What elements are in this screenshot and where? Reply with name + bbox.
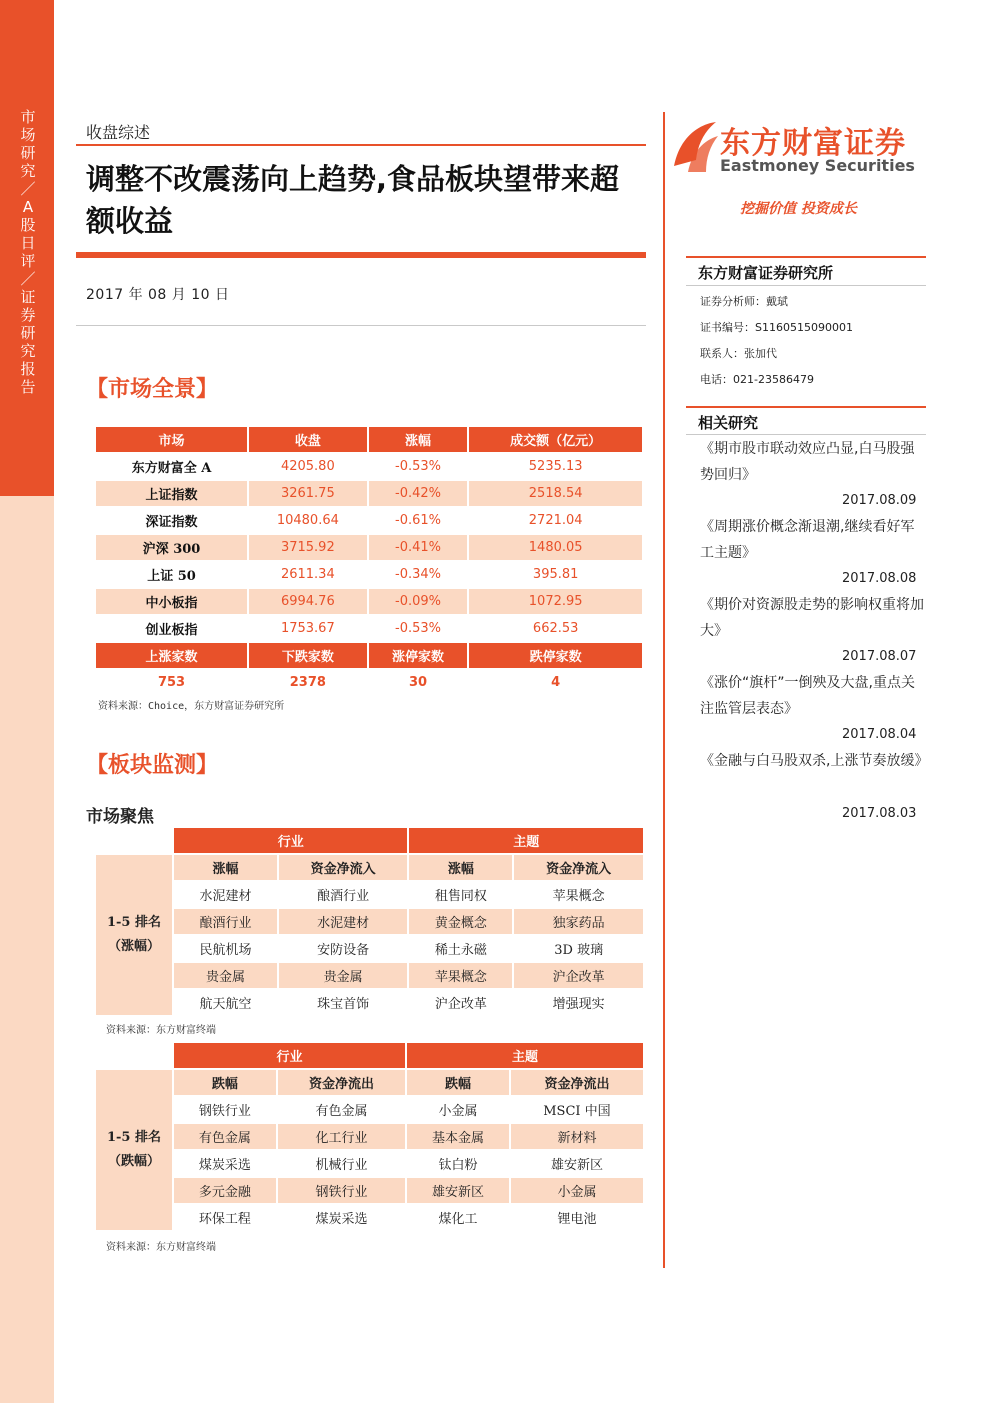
- logo-text-cn: 东方财富证券: [720, 126, 906, 161]
- sub-header: 跌幅: [407, 1070, 509, 1095]
- related-item-title[interactable]: 《涨价“旗杆”一倒殃及大盘,重点关注监管层表态》: [700, 675, 915, 717]
- table-row: [96, 535, 642, 560]
- cell: 水泥建材: [174, 882, 277, 907]
- volume-value: 1480.05: [469, 535, 642, 560]
- cell: 航天航空: [174, 990, 277, 1015]
- cell: 增强现实: [514, 990, 643, 1015]
- related-rule: [686, 406, 926, 408]
- sector-heading: 【板块监测】: [86, 752, 219, 778]
- stat-label: 下跌家数: [249, 643, 367, 668]
- col-header: 市场: [96, 427, 247, 452]
- group-header-row: [96, 828, 643, 853]
- cell: 黄金概念: [409, 909, 512, 934]
- cell: 苹果概念: [514, 882, 643, 907]
- page-title: 调整不改震荡向上趋势,食品板块望带来超额收益: [86, 162, 620, 238]
- table-row: [96, 481, 642, 506]
- table-row: [96, 909, 643, 934]
- cell: 水泥建材: [279, 909, 408, 934]
- group-header: 行业: [174, 1043, 405, 1068]
- cell: 3D 玻璃: [514, 936, 643, 961]
- market-heading: 【市场全景】: [86, 376, 219, 402]
- cell: 钢铁行业: [278, 1178, 405, 1203]
- close-value: 3715.92: [249, 535, 367, 560]
- change-value: -0.09%: [369, 589, 468, 614]
- cell: 有色金属: [174, 1124, 276, 1149]
- change-value: -0.53%: [369, 616, 468, 641]
- sub-header: 资金净流入: [514, 855, 643, 880]
- market-name: 深证指数: [96, 508, 247, 533]
- focus-title: 市场聚焦: [86, 807, 154, 827]
- stat-value: 753: [96, 670, 247, 695]
- sector-up-table: [94, 826, 645, 1017]
- institute-rule: [686, 256, 926, 258]
- table-row: [96, 508, 642, 533]
- close-value: 2611.34: [249, 562, 367, 587]
- stat-value: 4: [469, 670, 642, 695]
- market-name: 沪深 300: [96, 535, 247, 560]
- table-row: [96, 990, 643, 1015]
- market-table-header: [96, 427, 642, 452]
- volume-value: 5235.13: [469, 454, 642, 479]
- cell: 酿酒行业: [279, 882, 408, 907]
- sub-header: 资金净流出: [278, 1070, 405, 1095]
- cell: 基本金属: [407, 1124, 509, 1149]
- change-value: -0.42%: [369, 481, 468, 506]
- volume-value: 1072.95: [469, 589, 642, 614]
- group-header: 行业: [174, 828, 407, 853]
- table-row: [96, 562, 642, 587]
- sector-down-table: [94, 1041, 645, 1232]
- analyst: 证券分析师：戴珷: [700, 295, 788, 308]
- stat-value: 2378: [249, 670, 367, 695]
- logo-text-en: Eastmoney Securities: [720, 156, 915, 175]
- rank-label-line2: （涨幅）: [107, 939, 160, 954]
- market-name: 上证指数: [96, 481, 247, 506]
- table-row: [96, 1205, 643, 1230]
- related-item-title[interactable]: 《金融与白马股双杀,上涨节奏放缓》: [700, 753, 929, 769]
- cell: 小金属: [407, 1097, 509, 1122]
- contact: 联系人：张加代: [700, 347, 777, 360]
- col-header: 收盘: [249, 427, 367, 452]
- cell: 沪企改革: [514, 963, 643, 988]
- table-row: [96, 1097, 643, 1122]
- table-row: [96, 963, 643, 988]
- rank-label-line1: 1-5 排名: [106, 1130, 161, 1145]
- sector-down-source: 资料来源：东方财富终端: [106, 1242, 216, 1253]
- cell: 安防设备: [279, 936, 408, 961]
- volume-value: 662.53: [469, 616, 642, 641]
- cell: 煤化工: [407, 1205, 509, 1230]
- change-value: -0.53%: [369, 454, 468, 479]
- institute-underline: [686, 285, 926, 286]
- table-row: [96, 936, 643, 961]
- market-table: [94, 425, 644, 697]
- phone: 电话：021-23586479: [700, 373, 814, 386]
- table-row: [96, 589, 642, 614]
- table-row: [96, 616, 642, 641]
- table-row: [96, 882, 643, 907]
- close-value: 1753.67: [249, 616, 367, 641]
- related-item-title[interactable]: 《期市股市联动效应凸显,白马股强势回归》: [700, 441, 915, 483]
- change-value: -0.61%: [369, 508, 468, 533]
- col-header: 涨幅: [369, 427, 468, 452]
- cell: MSCI 中国: [511, 1097, 643, 1122]
- cell: 贵金属: [279, 963, 408, 988]
- stat-label: 上涨家数: [96, 643, 247, 668]
- cell: 环保工程: [174, 1205, 276, 1230]
- sub-header: 涨幅: [409, 855, 512, 880]
- related-item-date: 2017.08.03: [842, 806, 917, 821]
- group-header: 主题: [407, 1043, 643, 1068]
- cert-number: 证书编号：S1160515090001: [700, 321, 853, 334]
- related-item-date: 2017.08.07: [842, 649, 917, 664]
- group-header: 主题: [409, 828, 643, 853]
- table-row: [96, 1124, 643, 1149]
- cell: 民航机场: [174, 936, 277, 961]
- related-title: 相关研究: [698, 414, 759, 432]
- slogan: 挖掘价值 投资成长: [740, 201, 857, 217]
- title-rule: [76, 252, 646, 258]
- volume-value: 2721.04: [469, 508, 642, 533]
- cell: 稀土永磁: [409, 936, 512, 961]
- cell: 苹果概念: [409, 963, 512, 988]
- cell: 酿酒行业: [174, 909, 277, 934]
- date-rule: [76, 325, 646, 326]
- close-value: 10480.64: [249, 508, 367, 533]
- table-row: [96, 454, 642, 479]
- market-source: 资料来源：Choice，东方财富证券研究所: [98, 701, 285, 712]
- rank-label: [96, 1070, 172, 1230]
- volume-value: 395.81: [469, 562, 642, 587]
- header-rule: [76, 144, 646, 146]
- related-item-date: 2017.08.08: [842, 571, 917, 586]
- related-item-date: 2017.08.09: [842, 493, 917, 508]
- market-name: 中小板指: [96, 589, 247, 614]
- change-value: -0.41%: [369, 535, 468, 560]
- cell: 新材料: [511, 1124, 643, 1149]
- cell: 珠宝首饰: [279, 990, 408, 1015]
- cell: 钛白粉: [407, 1151, 509, 1176]
- table-row: [96, 1151, 643, 1176]
- cell: 多元金融: [174, 1178, 276, 1203]
- stats-value-row: [96, 670, 642, 695]
- section-label: 收盘综述: [86, 123, 151, 142]
- sub-header-row: [96, 855, 643, 880]
- cell: 贵金属: [174, 963, 277, 988]
- table-row: [96, 1178, 643, 1203]
- blank-cell: [96, 828, 172, 853]
- blank-cell: [96, 1043, 172, 1068]
- cell: 租售同权: [409, 882, 512, 907]
- col-header: 成交额（亿元）: [469, 427, 642, 452]
- cell: 有色金属: [278, 1097, 405, 1122]
- related-item-date: 2017.08.04: [842, 727, 917, 742]
- related-item-title[interactable]: 《周期涨价概念渐退潮,继续看好军工主题》: [700, 519, 915, 561]
- cell: 雄安新区: [407, 1178, 509, 1203]
- sub-header: 涨幅: [174, 855, 277, 880]
- sector-up-source: 资料来源：东方财富终端: [106, 1025, 216, 1036]
- rank-label-line2: （跌幅）: [107, 1154, 160, 1169]
- change-value: -0.34%: [369, 562, 468, 587]
- sub-header: 资金净流入: [279, 855, 408, 880]
- volume-value: 2518.54: [469, 481, 642, 506]
- related-item-title[interactable]: 《期价对资源股走势的影响权重将加大》: [700, 597, 924, 639]
- column-divider: [663, 112, 665, 1268]
- institute-name: 东方财富证券研究所: [698, 264, 834, 282]
- group-header-row: [96, 1043, 643, 1068]
- report-date: 2017 年 08 月 10 日: [86, 287, 230, 303]
- cell: 钢铁行业: [174, 1097, 276, 1122]
- cell: 雄安新区: [511, 1151, 643, 1176]
- close-value: 3261.75: [249, 481, 367, 506]
- cell: 化工行业: [278, 1124, 405, 1149]
- market-name: 创业板指: [96, 616, 247, 641]
- cell: 锂电池: [511, 1205, 643, 1230]
- sub-header-row: [96, 1070, 643, 1095]
- close-value: 6994.76: [249, 589, 367, 614]
- cell: 沪企改革: [409, 990, 512, 1015]
- cell: 煤炭采选: [278, 1205, 405, 1230]
- cell: 机械行业: [278, 1151, 405, 1176]
- stat-value: 30: [369, 670, 468, 695]
- cell: 独家药品: [514, 909, 643, 934]
- rank-label-line1: 1-5 排名: [106, 915, 161, 930]
- stats-header-row: [96, 643, 642, 668]
- cell: 煤炭采选: [174, 1151, 276, 1176]
- stat-label: 跌停家数: [469, 643, 642, 668]
- stat-label: 涨停家数: [369, 643, 468, 668]
- close-value: 4205.80: [249, 454, 367, 479]
- sub-header: 跌幅: [174, 1070, 276, 1095]
- sub-header: 资金净流出: [511, 1070, 643, 1095]
- rank-label: [96, 855, 172, 1015]
- market-name: 东方财富全 A: [96, 454, 247, 479]
- cell: 小金属: [511, 1178, 643, 1203]
- related-underline: [686, 434, 926, 435]
- market-name: 上证 50: [96, 562, 247, 587]
- sidebar-text: 市场研究／A股日评／证券研究报告: [20, 108, 36, 396]
